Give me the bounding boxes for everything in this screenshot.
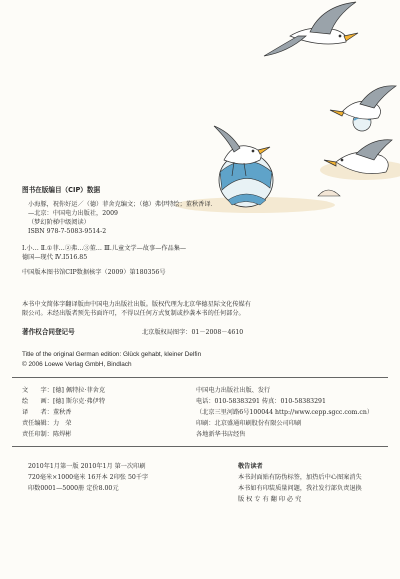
publisher-phone: 电话：010-58383291 传真：010-58383291 (196, 398, 326, 405)
license-notice: 限公司。未经出版者预先书面许可，不得以任何方式复制或抄袭本书的任何部分。 (22, 310, 245, 317)
cip-line: —北京：中国电力出版社，2009 (28, 210, 118, 217)
warning-line: 本书封面贴有防伪标签，加热后中心图案消失 (238, 474, 362, 481)
credit-label: 责任编辑： (22, 420, 53, 427)
publisher-address: （北京三里河路6号100044 http://www.cepp.sgcc.com.cn） (196, 409, 374, 416)
divider (12, 446, 388, 447)
edition-line: 2010年1月第一版 2010年1月 第一次印刷 (28, 463, 146, 470)
cip-line: Ⅰ.小… Ⅱ.①菲…②弗…③董… Ⅲ.儿童文学—故事—作品集— (22, 245, 187, 252)
copyright-reg-label: 著作权合同登记号 (22, 328, 75, 336)
credit-value: [德] 佩特拉·菲舍克 (52, 387, 106, 394)
license-notice: 本书中文简体字翻译版由中国电力出版社出版。版权代理为北京华德星际文化传媒有 (22, 301, 251, 308)
warning-heading: 敬告读者 (238, 463, 263, 470)
original-copyright: © 2006 Loewe Verlag GmbH, Bindlach (22, 361, 132, 368)
cip-line: （梦幻阶梯中级阅读） (28, 219, 90, 226)
credit-illustrator (22, 397, 105, 406)
warning-line: 本书如有印装质量问题，我社发行部负责退换 (238, 485, 362, 492)
credit-printing (22, 430, 72, 439)
copyright-reg-value: 北京版权局图字：01－2008－4610 (142, 329, 244, 336)
printer-line: 印刷：北京盛通印刷股份有限公司印刷 (196, 420, 302, 427)
cip-heading: 图书在版编目（CIP）数据 (22, 186, 101, 194)
price-line: 印数0001—5000册 定价8.00元 (28, 485, 119, 492)
credit-value: 力 荣 (52, 420, 72, 427)
credit-translator (22, 408, 72, 417)
flying-seagull-icon (264, 2, 358, 56)
credit-label: 文 字： (22, 387, 53, 394)
credit-writer (22, 386, 105, 395)
seagull-illustration (160, 0, 400, 220)
shell-icon (318, 190, 340, 196)
credit-value: 陈焊彬 (52, 431, 72, 438)
seagull-with-ball-icon (330, 86, 396, 131)
credit-editor (22, 419, 72, 428)
warning-line: 版 权 专 有 翻 印 必 究 (238, 496, 302, 503)
divider (12, 377, 388, 378)
cip-line: ISBN 978-7-5083-9514-2 (28, 228, 107, 235)
publisher-line: 中国电力出版社出版、发行 (196, 387, 271, 394)
original-title: Title of the original German edition: Glück gehabt, kleiner Delfin (22, 351, 202, 358)
credit-value: 董秋香 (52, 409, 72, 416)
cip-line: 德国—现代 Ⅳ.I516.85 (22, 254, 88, 261)
distributor-line: 各地新华书店经售 (196, 431, 246, 438)
cip-line: 小海豚，祝你好运／（德）菲舍克编文；（德）弗伊特绘；董秋香译． (28, 201, 217, 208)
format-line: 720毫米×1000毫米 16开本 2印张 50千字 (28, 474, 149, 481)
credit-label: 责任印制： (22, 431, 53, 438)
credit-label: 绘 画： (22, 398, 53, 405)
cip-number: 中国版本图书馆CIP数据核字（2009）第180356号 (22, 269, 166, 276)
credit-label: 译 者： (22, 409, 53, 416)
credit-value: [德] 斯尔克·弗伊特 (52, 398, 106, 405)
